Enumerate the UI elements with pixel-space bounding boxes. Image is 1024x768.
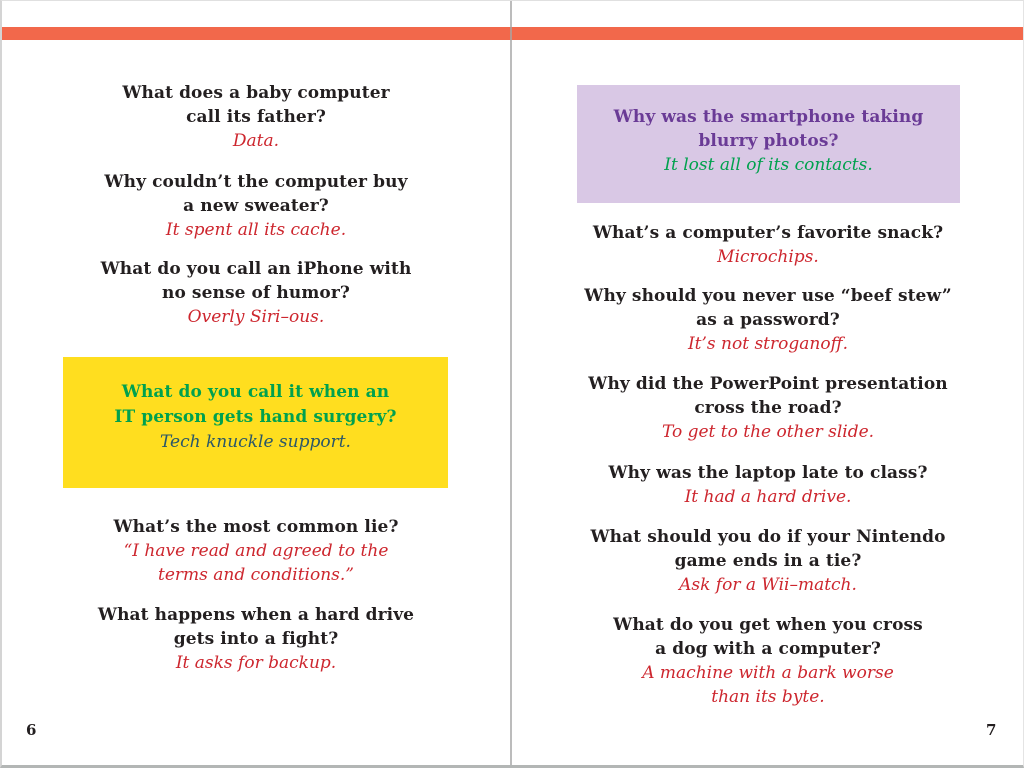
joke-question-line: game ends in a tie? [674,551,862,571]
joke-question-line: gets into a fight? [173,629,339,649]
joke-item [512,221,1024,269]
joke-answer-line: Data. [232,131,280,151]
joke-answer-line: Tech knuckle support. [160,432,351,452]
joke-item [0,170,512,242]
highlighted-joke-yellow [63,357,448,488]
joke-question-line: IT person gets hand surgery? [114,407,397,427]
page-number-right: 7 [986,721,997,739]
joke-question-line: Why was the laptop late to class? [608,463,928,483]
joke-item [0,515,512,587]
joke-question-line: What’s the most common lie? [113,517,399,537]
joke-question-line: What do you call an iPhone with [100,259,412,279]
page-number-left: 6 [26,721,37,739]
joke-answer-line: Ask for a Wii–match. [679,575,857,595]
joke-item [0,257,512,329]
joke-question-line: Why couldn’t the computer buy [104,172,408,192]
joke-answer-line: It asks for backup. [175,653,337,673]
joke-question-line: What does a baby computer [122,83,390,103]
joke-question-line: no sense of humor? [161,283,350,303]
page-right [512,0,1024,768]
joke-item [512,525,1024,597]
joke-question-line: cross the road? [694,398,842,418]
highlighted-joke-purple [577,85,960,203]
joke-item [512,372,1024,444]
joke-question-line: What’s a computer’s favorite snack? [592,223,944,243]
joke-answer-line: A machine with a bark worse [642,663,894,683]
joke-question-line: call its father? [186,107,326,127]
joke-item [0,603,512,675]
joke-item [512,284,1024,356]
joke-answer-line: terms and conditions.” [158,565,354,585]
joke-answer-line: Microchips. [717,247,819,267]
joke-answer-line: It spent all its cache. [165,220,347,240]
joke-question-line: Why did the PowerPoint presentation [588,374,948,394]
joke-question-line: a new sweater? [183,196,329,216]
joke-question-line: Why should you never use “beef stew” [584,286,952,306]
joke-question-line: Why was the smartphone taking [613,107,924,127]
joke-question-line: What happens when a hard drive [97,605,415,625]
joke-answer-line: It lost all of its contacts. [664,155,873,175]
joke-question-line: blurry photos? [698,131,839,151]
joke-answer-line: To get to the other slide. [661,422,875,442]
joke-question-line: What do you get when you cross [613,615,923,635]
joke-question-line: What should you do if your Nintendo [590,527,946,547]
joke-answer-line: “I have read and agreed to the [123,541,389,561]
joke-question-line: What do you call it when an [121,382,390,402]
joke-item [512,461,1024,509]
joke-item [0,81,512,153]
joke-item [512,613,1024,709]
joke-question-line: as a password? [696,310,840,330]
joke-answer-line: It had a hard drive. [684,487,852,507]
joke-answer-line: than its byte. [711,687,825,707]
joke-answer-line: Overly Siri–ous. [187,307,325,327]
joke-question-line: a dog with a computer? [655,639,881,659]
joke-answer-line: It’s not stroganoff. [687,334,849,354]
